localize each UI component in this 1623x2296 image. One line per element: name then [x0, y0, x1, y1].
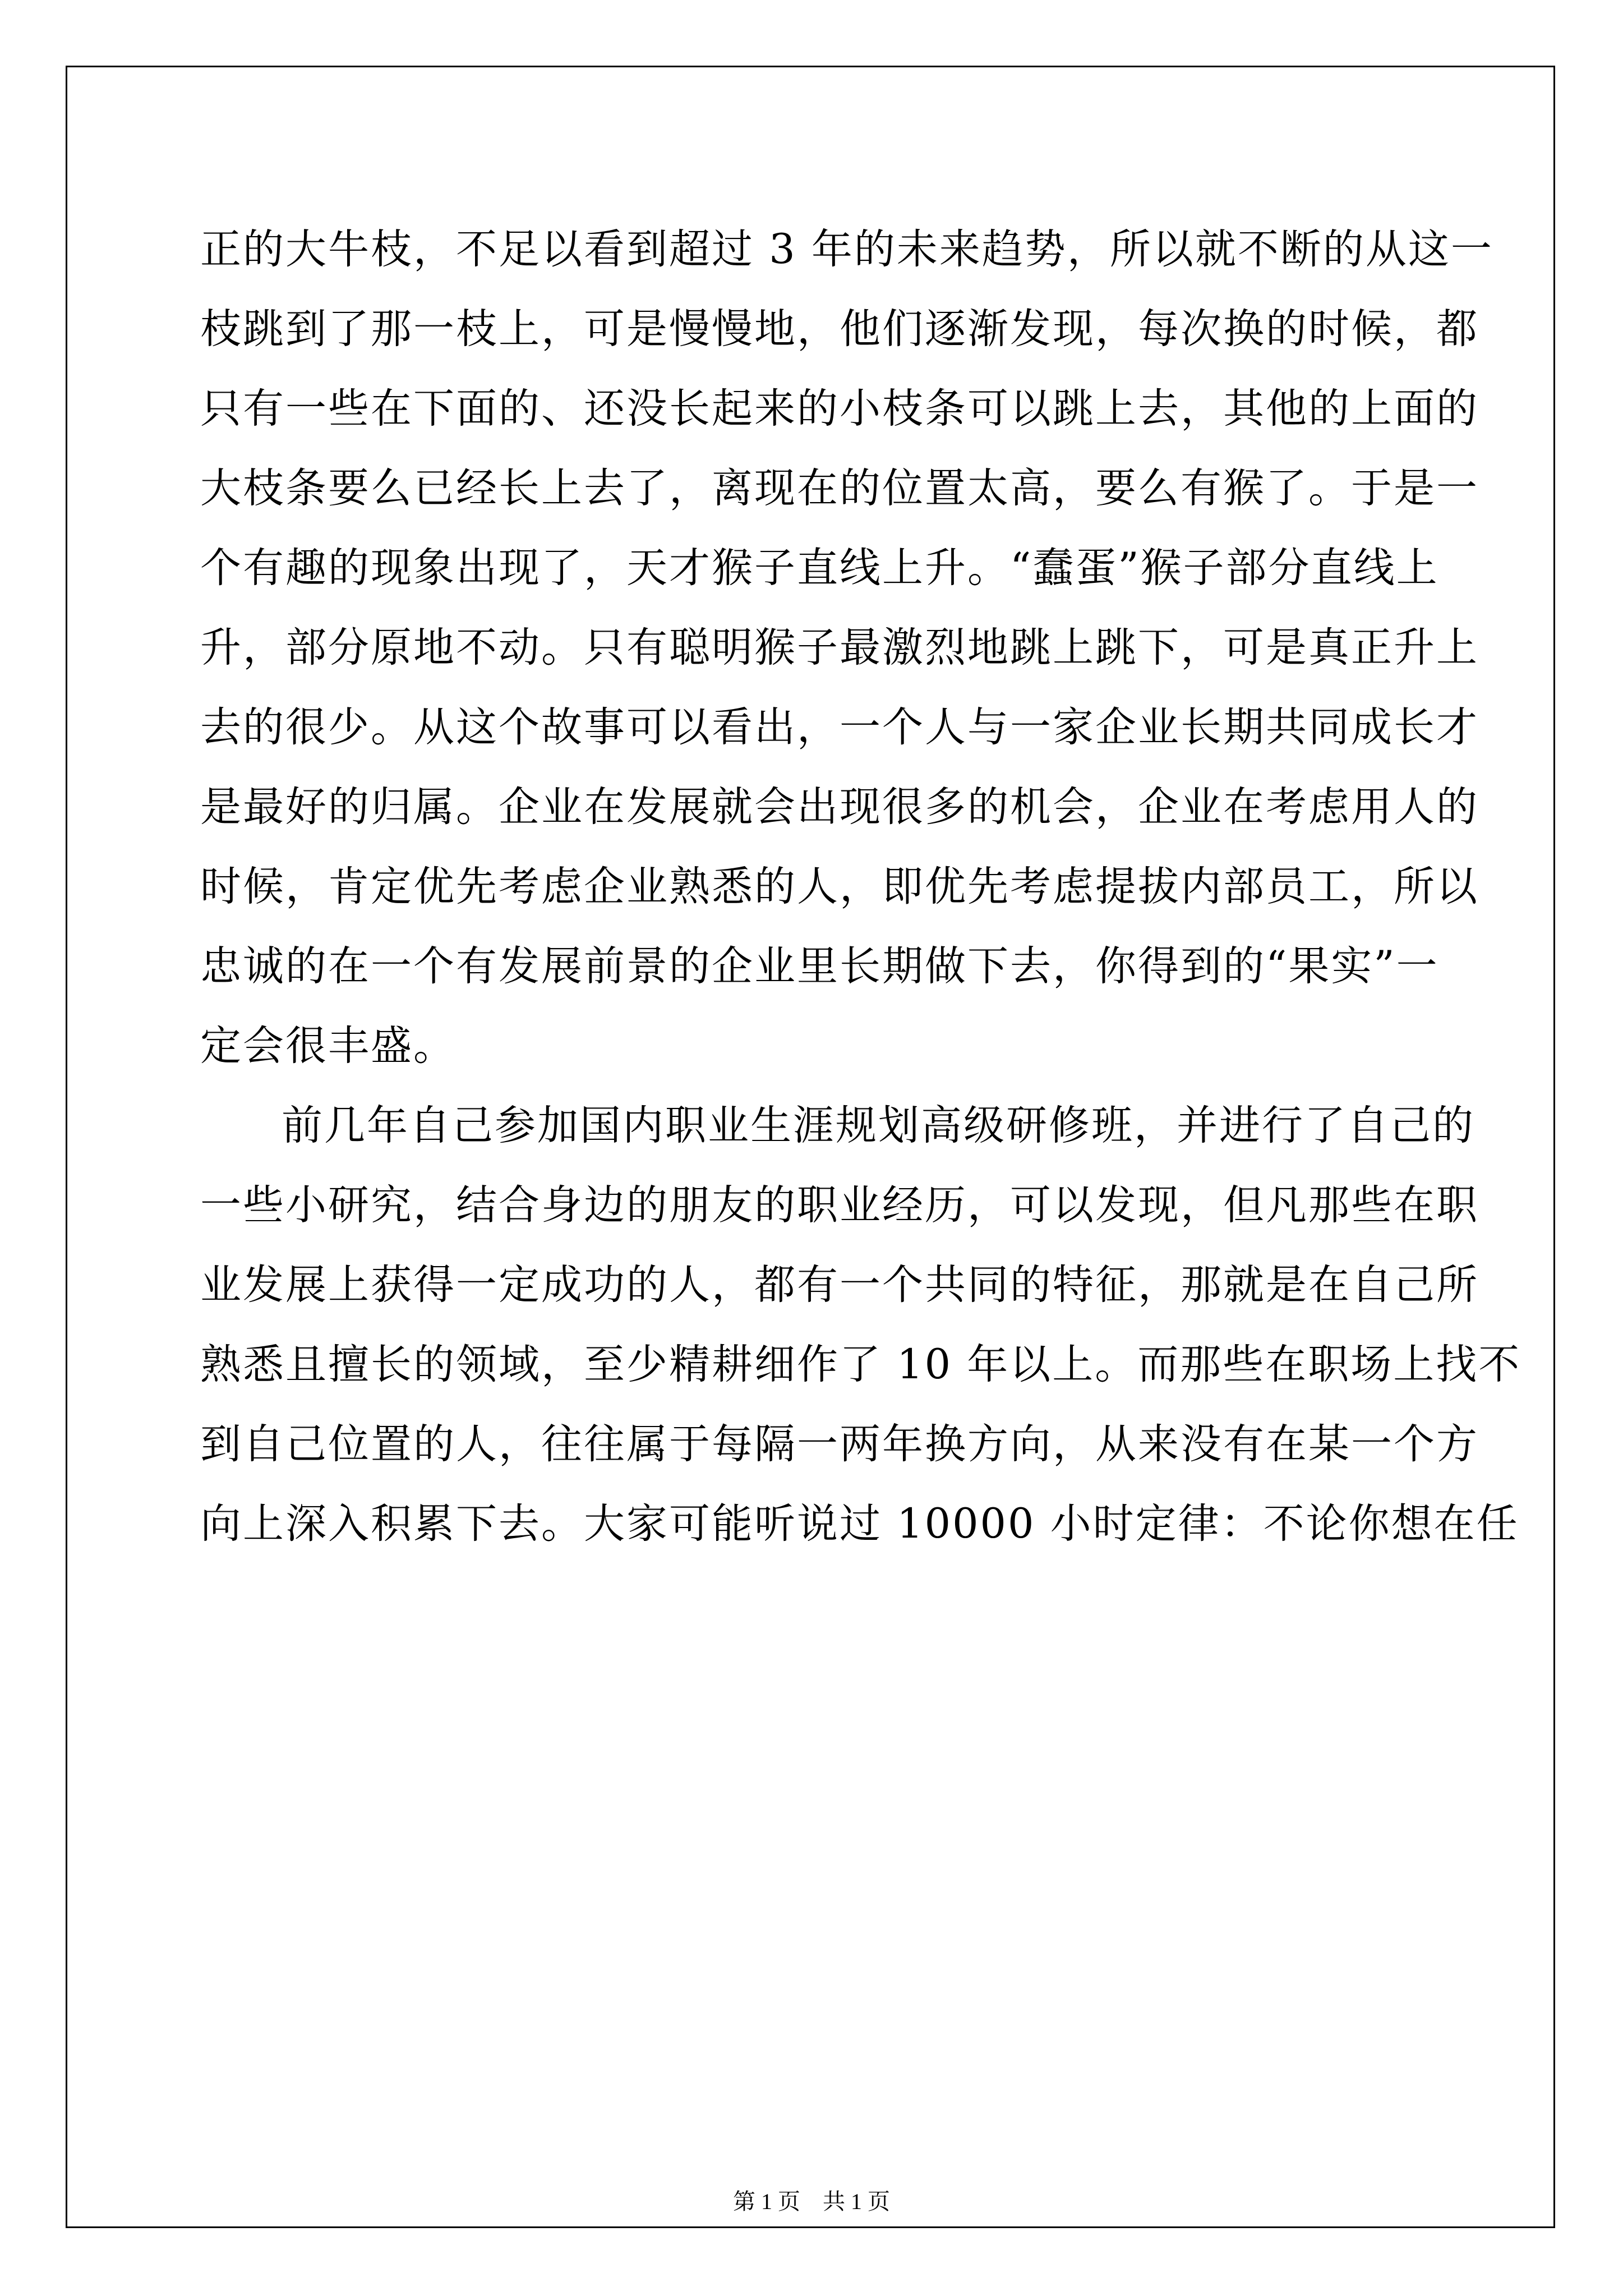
paragraph-1-line-7: 去的很少。从这个故事可以看出，一个人与一家企业长期共同成长才 [200, 703, 1479, 751]
paragraph-2-line-2: 一些小研究，结合身边的朋友的职业经历，可以发现，但凡那些在职 [200, 1181, 1479, 1229]
paragraph-2-line-1: 前几年自己参加国内职业生涯规划高级研修班，并进行了自己的 [282, 1102, 1475, 1149]
paragraph-2-line-5: 到自己位置的人，往往属于每隔一两年换方向，从来没有在某一个方 [200, 1420, 1479, 1468]
paragraph-1-line-9: 时候，肯定优先考虑企业熟悉的人，即优先考虑提拔内部员工，所以 [200, 863, 1479, 910]
page-number-footer: 第 1 页 共 1 页 [733, 2189, 890, 2214]
paragraph-1-line-11: 定会很丰盛。 [200, 1022, 456, 1070]
paragraph-2-line-4: 熟悉且擅长的领域，至少精耕细作了 10 年以上。而那些在职场上找不 [200, 1341, 1521, 1388]
paragraph-1-line-1: 正的大牛枝，不足以看到超过 3 年的未来趋势，所以就不断的从这一 [200, 226, 1493, 273]
paragraph-1-line-10: 忠诚的在一个有发展前景的企业里长期做下去，你得到的“果实”一 [200, 942, 1439, 990]
paragraph-1-line-8: 是最好的归属。企业在发展就会出现很多的机会，企业在考虑用人的 [200, 783, 1479, 831]
paragraph-1-line-5: 个有趣的现象出现了，天才猴子直线上升。“蠢蛋”猴子部分直线上 [200, 544, 1439, 592]
paragraph-1-line-2: 枝跳到了那一枝上，可是慢慢地，他们逐渐发现，每次换的时候，都 [200, 305, 1479, 353]
paragraph-1-line-4: 大枝条要么已经长上去了，离现在的位置太高，要么有猴了。于是一 [200, 464, 1479, 512]
paragraph-2-line-3: 业发展上获得一定成功的人，都有一个共同的特征，那就是在自己所 [200, 1261, 1479, 1309]
paragraph-1-line-3: 只有一些在下面的、还没长起来的小枝条可以跳上去，其他的上面的 [200, 385, 1479, 432]
paragraph-1-line-6: 升，部分原地不动。只有聪明猴子最激烈地跳上跳下，可是真正升上 [200, 624, 1479, 671]
paragraph-2-line-6: 向上深入积累下去。大家可能听说过 10000 小时定律：不论你想在任 [200, 1500, 1519, 1548]
